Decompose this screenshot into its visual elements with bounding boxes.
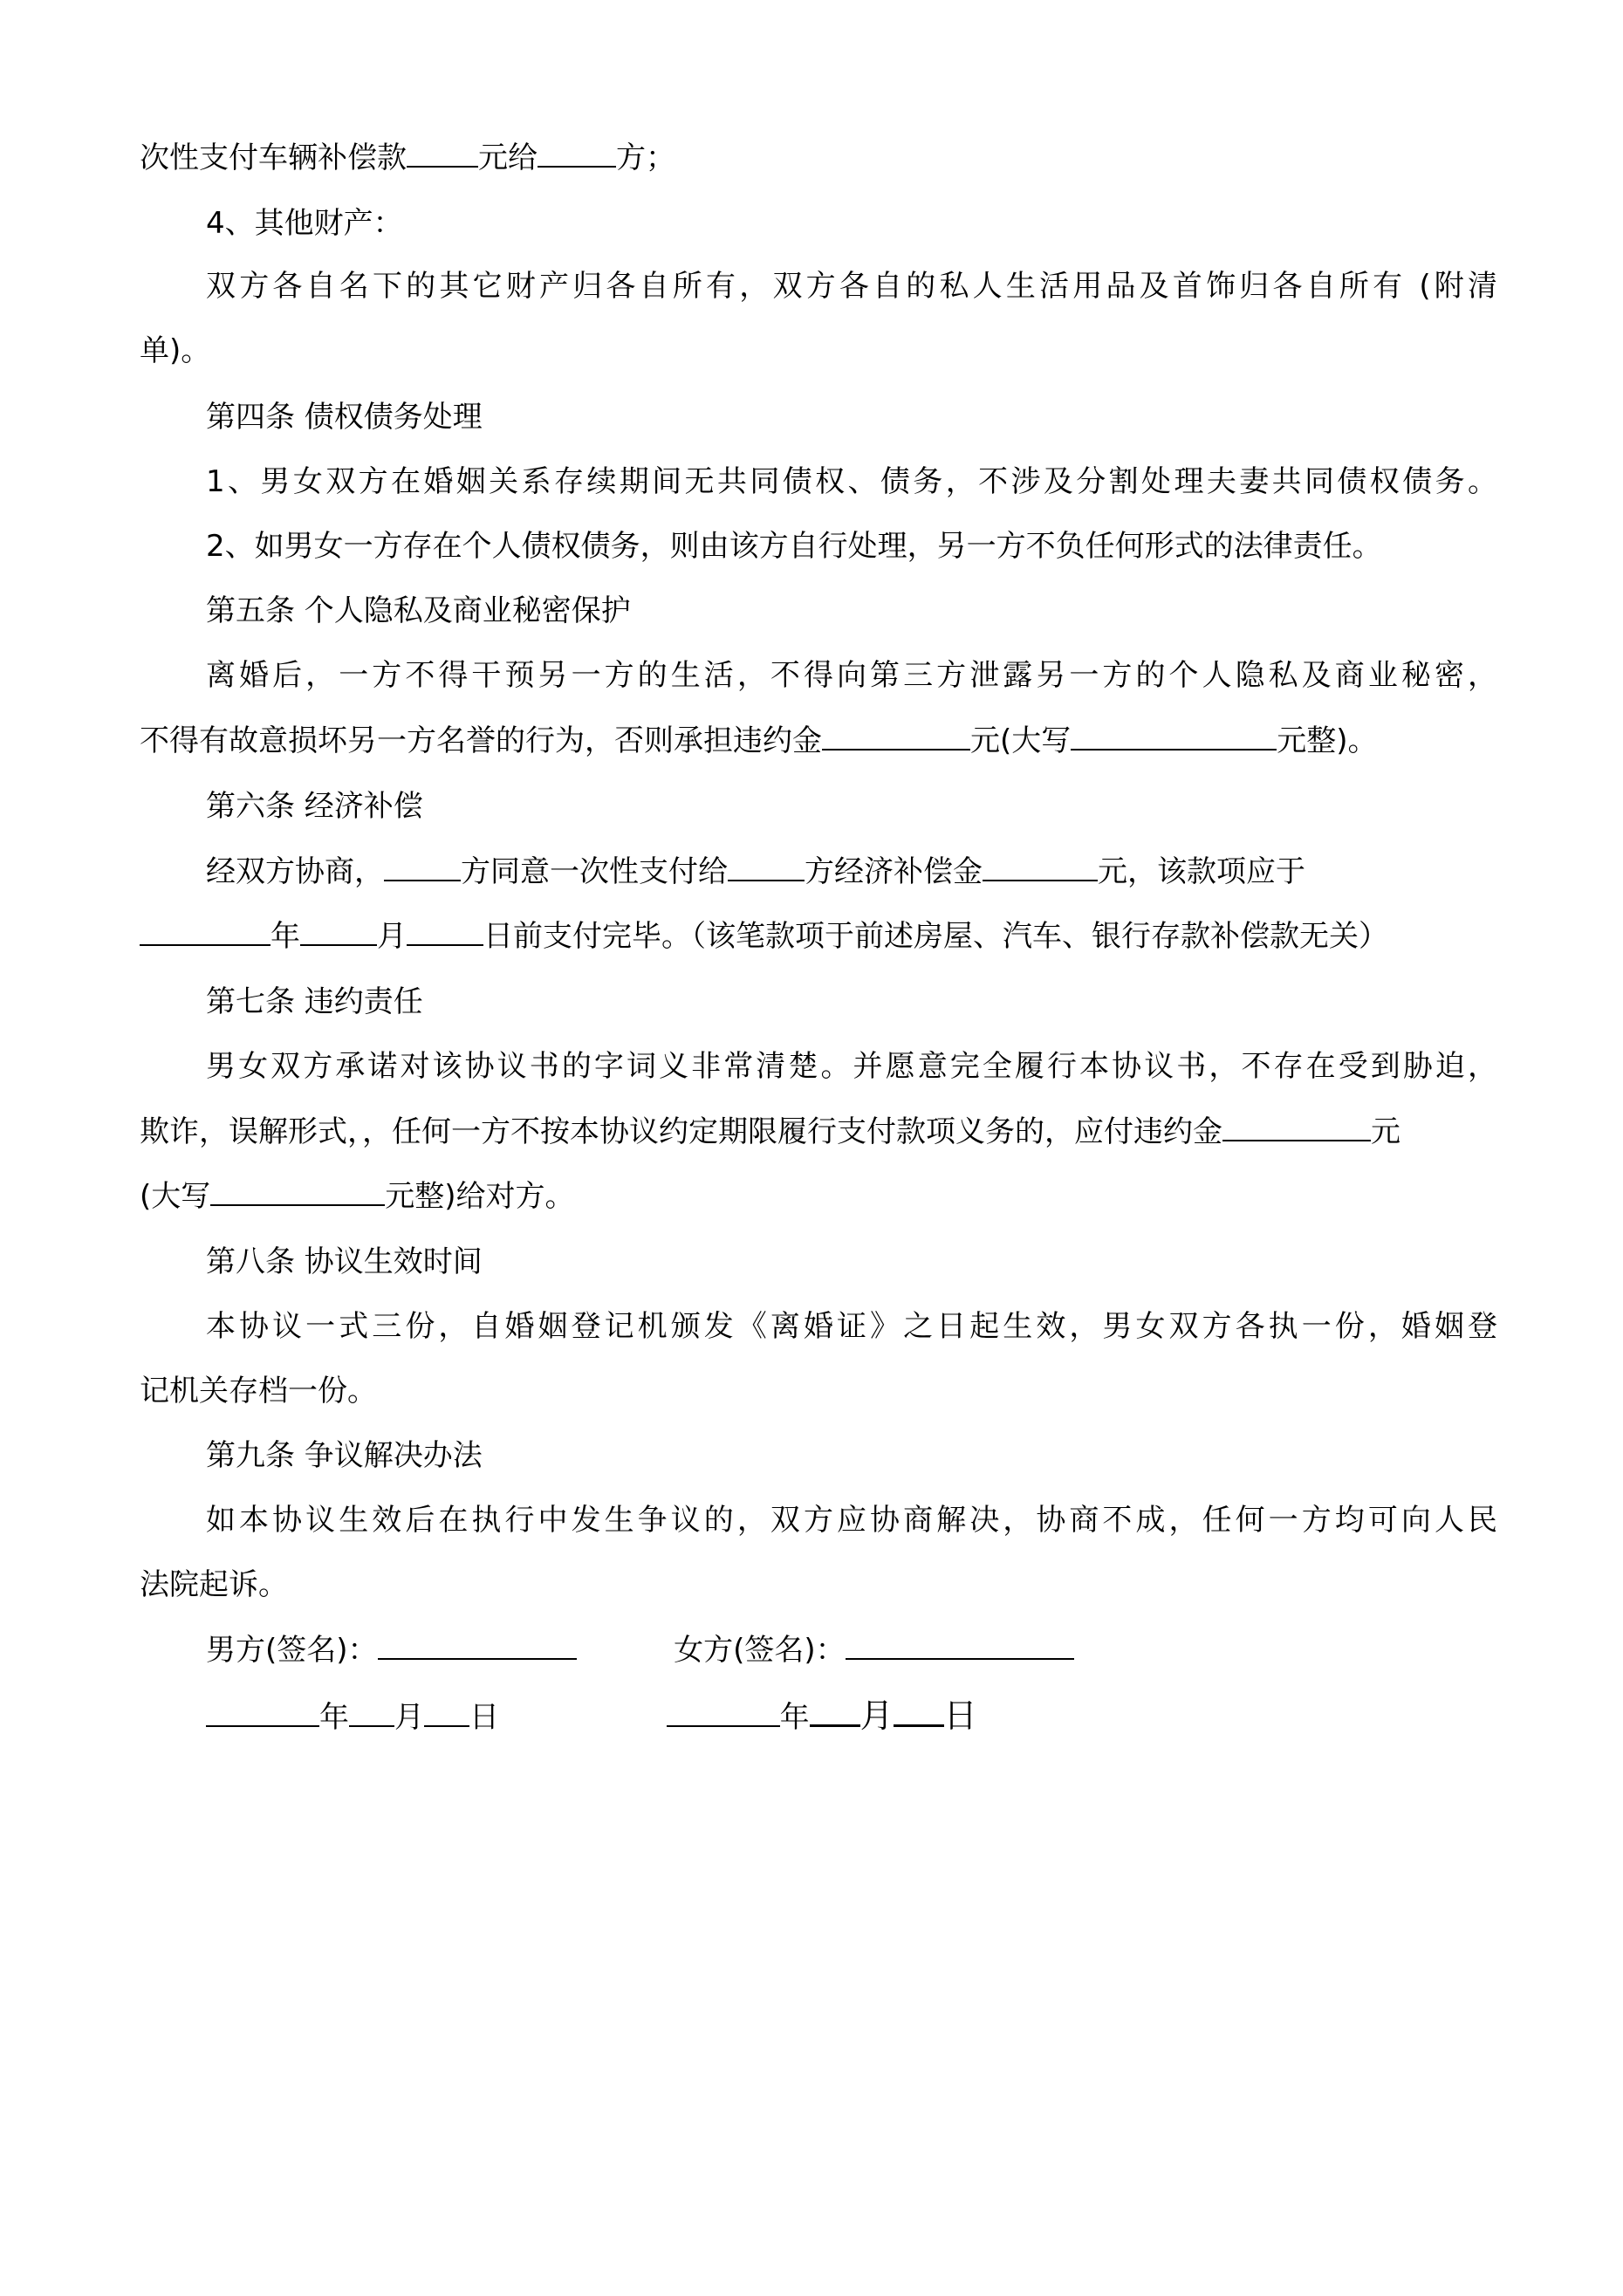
text: 方同意一次性支付给: [461, 854, 728, 889]
article-heading: 第六条 经济补偿: [206, 789, 423, 824]
text: 年: [779, 1700, 810, 1735]
blank-amount-uppercase: [210, 1178, 385, 1206]
blank-month: [349, 1699, 394, 1727]
text: 不得有故意损坏另一方名誉的行为，否则承担违约金: [140, 723, 822, 758]
text: 经双方协商，: [206, 854, 384, 889]
blank-year: [667, 1699, 780, 1727]
text: 次性支付车辆补偿款: [140, 141, 407, 175]
text: 月: [394, 1700, 424, 1735]
item-heading: 4、其他财产：: [206, 206, 403, 241]
blank-day: [424, 1699, 469, 1727]
blank-year: [140, 918, 270, 946]
paragraph-line: 法院起诉。: [140, 1567, 288, 1602]
paragraph-line: 记机关存档一份。: [140, 1374, 377, 1408]
text: 元整)。: [1277, 723, 1378, 758]
blank-day: [894, 1698, 944, 1727]
text: 元整)给对方。: [385, 1179, 575, 1214]
paragraph-line: 如本协议生效后在执行中发生争议的，双方应协商解决，协商不成，任何一方均可向人民: [206, 1503, 1497, 1538]
blank-amount: [1222, 1114, 1371, 1141]
blank-month: [300, 918, 377, 946]
blank-amount: [983, 853, 1098, 881]
blank-amount: [407, 140, 478, 168]
blank-party: [384, 853, 461, 881]
paragraph-line: 离婚后，一方不得干预另一方的生活，不得向第三方泄露另一方的个人隐私及商业秘密，: [206, 658, 1497, 693]
article-heading: 第四条 债权债务处理: [206, 400, 483, 435]
male-signature-blank: [378, 1632, 577, 1660]
paragraph-line: 1、男女双方在婚姻关系存续期间无共同债权、债务，不涉及分割处理夫妻共同债权债务。: [206, 464, 1497, 499]
text: 年: [319, 1700, 349, 1735]
text: 方；: [616, 141, 675, 175]
text: 年: [270, 919, 300, 954]
text: 元: [1371, 1114, 1400, 1149]
blank-party: [728, 853, 805, 881]
signature-row: [206, 1632, 1497, 1668]
text: 月: [377, 919, 407, 954]
text: 元，该款项应于: [1098, 854, 1305, 889]
paragraph-line: 本协议一式三份，自婚姻登记机颁发《离婚证》之日起生效，男女双方各执一份，婚姻登: [206, 1309, 1497, 1344]
text: 元(大写: [970, 723, 1072, 758]
blank-year: [206, 1699, 319, 1727]
blank-day: [407, 918, 483, 946]
paragraph-line: 双方各自名下的其它财产归各自所有，双方各自的私人生活用品及首饰归各自所有 (附清: [206, 269, 1497, 304]
blank-amount-uppercase: [1071, 723, 1277, 750]
article-heading: 第七条 违约责任: [206, 984, 423, 1019]
blank-month: [810, 1698, 860, 1727]
male-signature-label: 男方(签名)：: [206, 1633, 378, 1668]
text: 日: [469, 1700, 499, 1735]
date-row: [206, 1698, 1497, 1735]
article-heading: 第九条 争议解决办法: [206, 1438, 483, 1473]
paragraph-line: [140, 1114, 1501, 1149]
text: 欺诈，误解形式，，任何一方不按本协议约定期限履行支付款项义务的，应付违约金: [140, 1114, 1222, 1149]
paragraph-line: [140, 723, 1501, 758]
text: 月: [859, 1696, 894, 1735]
paragraph-line: 男女双方承诺对该协议书的字词义非常清楚。并愿意完全履行本协议书，不存在受到胁迫，: [206, 1049, 1497, 1084]
article-heading: 第五条 个人隐私及商业秘密保护: [206, 593, 631, 628]
paragraph-line: [140, 1178, 1501, 1214]
clause-line: [140, 140, 1501, 175]
text: 日前支付完毕。（该笔款项于前述房屋、汽车、银行存款补偿款无关）: [483, 919, 1388, 954]
blank-amount: [822, 723, 970, 750]
female-signature-blank: [846, 1632, 1074, 1660]
paragraph-line: [140, 918, 1501, 954]
text: 元给: [478, 141, 538, 175]
article-heading: 第八条 协议生效时间: [206, 1244, 483, 1279]
text: (大写: [140, 1179, 211, 1214]
female-signature-label: 女方(签名)：: [674, 1633, 846, 1668]
blank-party: [538, 140, 616, 168]
paragraph-line: 单)。: [140, 333, 211, 368]
paragraph-line: 2、如男女一方存在个人债权债务，则由该方自行处理，另一方不负任何形式的法律责任。: [206, 529, 1382, 564]
text: 日: [943, 1696, 977, 1735]
paragraph-line: [206, 853, 1497, 889]
text: 方经济补偿金: [805, 854, 983, 889]
